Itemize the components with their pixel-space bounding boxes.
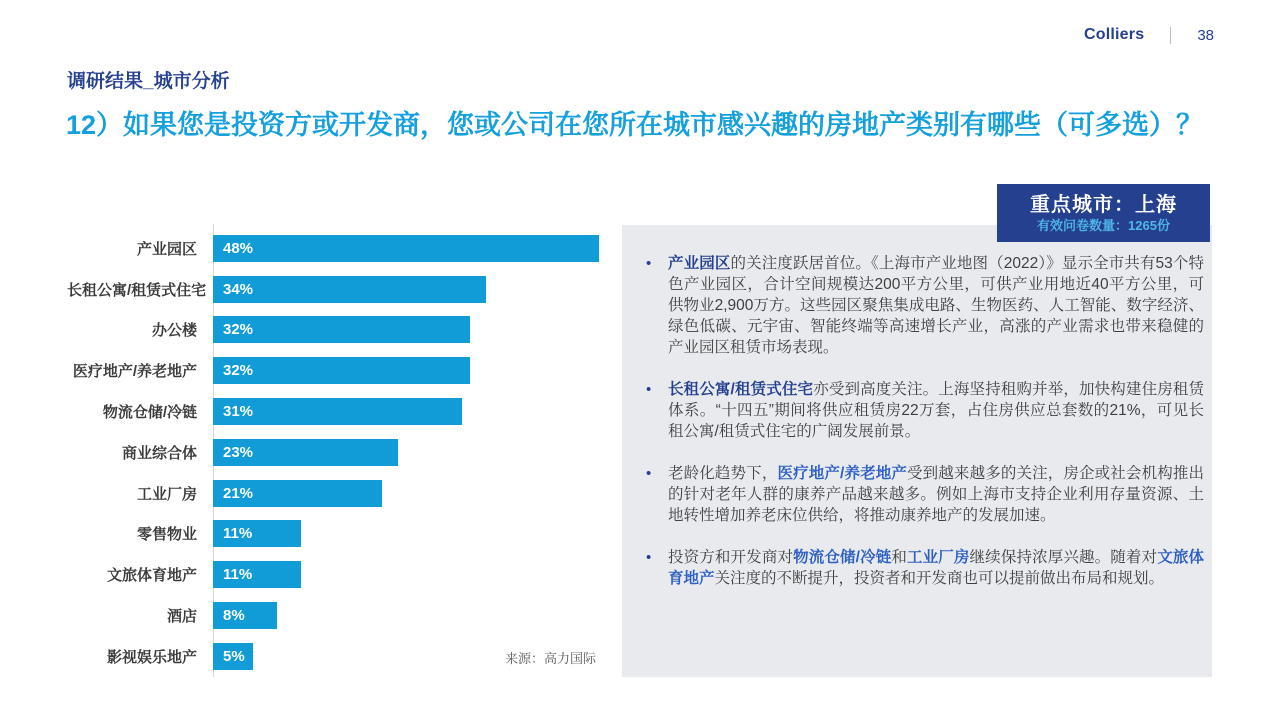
bar-value-label: 31% [223, 403, 254, 421]
insights-list [638, 253, 1204, 589]
chart-row [67, 269, 615, 310]
bar-track [213, 276, 615, 303]
bar-category-label: 办公楼 [151, 322, 197, 340]
bar-value-label: 48% [223, 239, 254, 257]
insight-text: 继续保持浓厚兴趣。随着对 [969, 549, 1158, 566]
header-divider [1170, 27, 1171, 44]
bar-track [213, 561, 615, 588]
insight-keyword: 医疗地产/养老地产 [777, 465, 908, 482]
bar-category-label: 酒店 [166, 608, 197, 626]
bar-chart-rows [67, 228, 615, 677]
chart-row [67, 473, 615, 514]
insight-bullet [638, 379, 1204, 442]
chart-row [67, 391, 615, 432]
bar-value-label: 5% [223, 647, 245, 665]
bar-value-label: 11% [223, 566, 253, 584]
bar [213, 561, 301, 588]
bar-value-label: 32% [223, 321, 254, 339]
insight-text: 的关注度跃居首位。《上海市产业地图（2022）》显示全市共有53个特色产业园区，合计空间规模达200平方公里，可供产业用地近40平方公里，可供物业2,900万方。这些园区聚焦集成电路、生物医药、人工智能、数字经济、绿色低碳、元宇宙、智能终端等高速增长产业，高涨的产业需求也带来稳健的产业园区租赁市场表现。 [668, 255, 1204, 356]
bar-category-label: 零售物业 [136, 526, 197, 544]
bar-track [213, 480, 615, 507]
insight-text: 关注度的不断提升，投资者和开发商也可以提前做出布局和规划。 [714, 570, 1165, 587]
bar-value-label: 23% [223, 443, 254, 461]
bar-category-label: 影视娱乐地产 [106, 648, 197, 666]
bar [213, 276, 486, 303]
bar-category-label: 文旅体育地产 [106, 567, 197, 585]
top-header [1084, 26, 1214, 44]
bar [213, 643, 253, 670]
bar-track [213, 398, 615, 425]
page-number: 38 [1197, 26, 1214, 44]
city-badge-title: 重点城市：上海 [1030, 193, 1177, 216]
insight-bullet [638, 547, 1204, 589]
bar-category-label: 产业园区 [136, 240, 197, 258]
insight-text: 受到越来越多的关注，房企或社会机构推出的针对老年人群的康养产品越来越多。例如上海市支持企业利用存量资源、土地转性增加养老床位供给，将推动康养地产的发展加速。 [668, 465, 1204, 524]
bar [213, 235, 599, 262]
chart-row [67, 514, 615, 555]
bar-track [213, 357, 615, 384]
bar-track [213, 235, 615, 262]
bar-category-label: 长租公寓/租赁式住宅 [67, 281, 207, 299]
insight-keyword: 长租公寓/租赁式住宅 [668, 381, 814, 398]
insight-bullet [638, 463, 1204, 526]
section-title: 调研结果_城市分析 [67, 71, 230, 92]
insight-text: 老龄化趋势下， [668, 465, 778, 482]
chart-source: 来源：高力国际 [505, 651, 597, 666]
bar-value-label: 21% [223, 484, 254, 502]
chart-row [67, 350, 615, 391]
bar-category-label: 工业厂房 [136, 485, 197, 503]
bar [213, 398, 462, 425]
bar-category-label: 物流仓储/冷链 [102, 404, 197, 422]
chart-row [67, 432, 615, 473]
city-badge-subtitle: 有效问卷数量：1265份 [1037, 217, 1170, 233]
chart-row [67, 595, 615, 636]
bar-value-label: 32% [223, 362, 254, 380]
chart-row [67, 636, 615, 677]
chart-row [67, 310, 615, 351]
insights-panel [622, 225, 1212, 677]
bar-category-label: 商业综合体 [121, 444, 197, 462]
city-badge [997, 184, 1210, 242]
insight-keyword: 文旅体育地产 [668, 549, 1204, 587]
bar [213, 439, 398, 466]
insight-bullet [638, 253, 1204, 358]
insight-keyword: 工业厂房 [907, 549, 970, 566]
brand-logo: Colliers [1084, 26, 1145, 43]
bar-value-label: 11% [223, 525, 253, 543]
bar-track [213, 316, 615, 343]
insight-text: 亦受到高度关注。上海坚持租购并举，加快构建住房租赁体系。“十四五”期间将供应租赁房22万套，占住房供应总套数的21%，可见长租公寓/租赁式住宅的广阔发展前景。 [668, 381, 1204, 440]
chart-row [67, 228, 615, 269]
question-title: 12）如果您是投资方或开发商，您或公司在您所在城市感兴趣的房地产类别有哪些（可多选）？ [66, 110, 1204, 140]
bar-track [213, 643, 615, 670]
insight-text: 投资方和开发商对 [668, 549, 794, 566]
chart-row [67, 554, 615, 595]
bar-value-label: 34% [223, 280, 254, 298]
bar-value-label: 8% [223, 607, 245, 625]
bar-category-label: 医疗地产/养老地产 [72, 363, 197, 381]
bar [213, 357, 470, 384]
bar [213, 520, 301, 547]
bar [213, 602, 277, 629]
bar-chart [67, 228, 615, 677]
insight-text: 和 [891, 549, 907, 566]
bar [213, 480, 382, 507]
bar-track [213, 439, 615, 466]
bar [213, 316, 470, 343]
insight-keyword: 产业园区 [668, 255, 731, 272]
bar-track [213, 602, 615, 629]
bar-track [213, 520, 615, 547]
insight-keyword: 物流仓储/冷链 [793, 549, 892, 566]
